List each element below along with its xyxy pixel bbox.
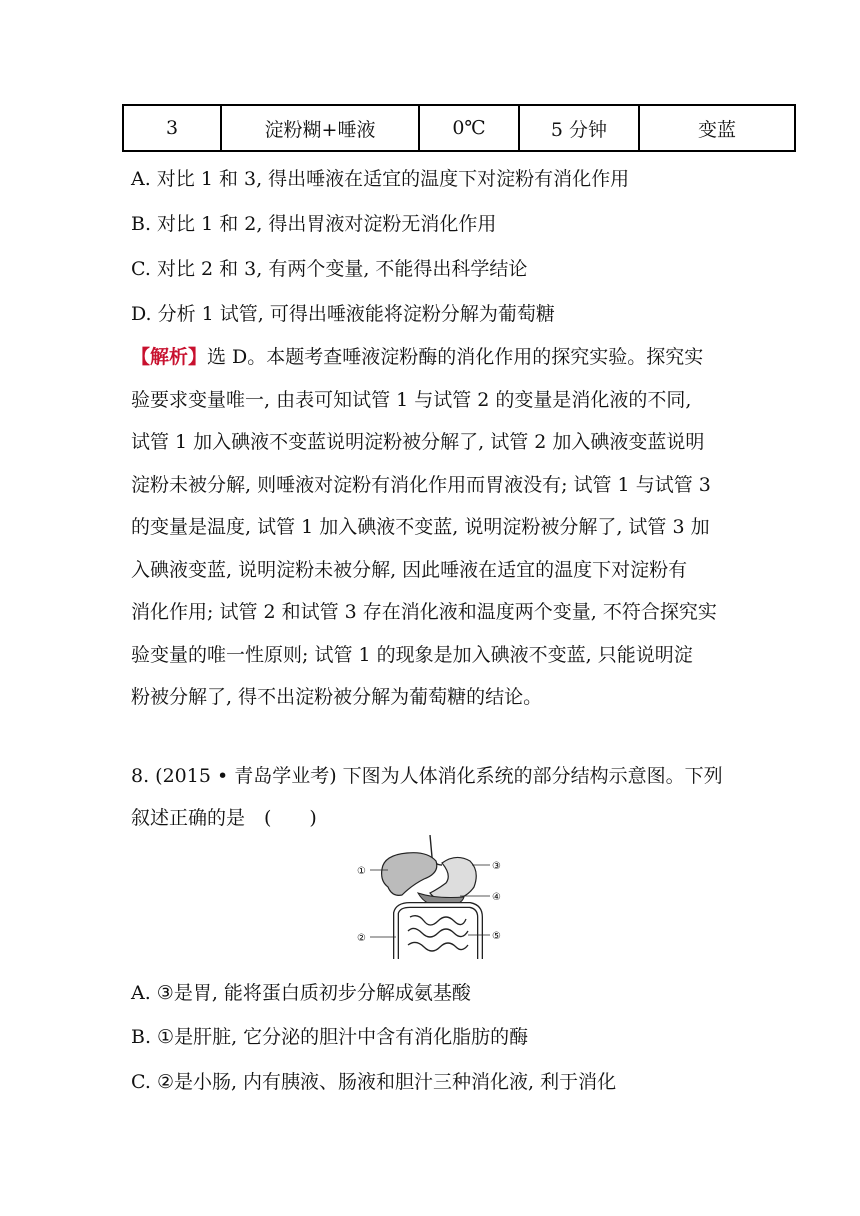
content-cell: 淀粉糊+唾液 xyxy=(221,105,419,151)
experiment-table xyxy=(122,104,796,152)
q8-option-c: C. ②是小肠, 内有胰液、肠液和胆汁三种消化液, 利于消化 xyxy=(131,1071,617,1093)
q7-option-d: D. 分析 1 试管, 可得出唾液能将淀粉分解为葡萄糖 xyxy=(131,303,555,325)
q7-option-b: B. 对比 1 和 2, 得出胃液对淀粉无消化作用 xyxy=(131,213,497,235)
analysis-line: 粉被分解了, 得不出淀粉被分解为葡萄糖的结论。 xyxy=(131,686,543,708)
q8-option-a: A. ③是胃, 能将蛋白质初步分解成氨基酸 xyxy=(131,982,471,1004)
analysis-block xyxy=(131,336,741,719)
analysis-tag: 【解析】 xyxy=(131,346,208,368)
analysis-line: 消化作用; 试管 2 和试管 3 存在消化液和温度两个变量, 不符合探究实 xyxy=(131,601,717,623)
figure-label-5: ⑤ xyxy=(492,931,501,942)
question-stem-line: 8. (2015 • 青岛学业考) 下图为人体消化系统的部分结构示意图。下列 xyxy=(131,765,723,787)
analysis-line: 的变量是温度, 试管 1 加入碘液不变蓝, 说明淀粉被分解了, 试管 3 加 xyxy=(131,516,710,538)
analysis-text: 选 D。本题考查唾液淀粉酶的消化作用的探究实验。探究实 xyxy=(207,346,704,368)
analysis-line: 验变量的唯一性原则; 试管 1 的现象是加入碘液不变蓝, 只能说明淀 xyxy=(131,643,693,666)
q7-option-a: A. 对比 1 和 3, 得出唾液在适宜的温度下对淀粉有消化作用 xyxy=(131,168,630,190)
question-stem-line: 叙述正确的是 ( ) xyxy=(131,807,317,829)
analysis-line: 试管 1 加入碘液不变蓝说明淀粉被分解了, 试管 2 加入碘液变蓝说明 xyxy=(131,431,705,453)
temperature-cell: 0℃ xyxy=(419,105,519,151)
figure-label-3: ③ xyxy=(492,861,501,872)
q7-option-c: C. 对比 2 和 3, 有两个变量, 不能得出科学结论 xyxy=(131,258,528,280)
figure-label-2: ② xyxy=(357,933,366,944)
time-cell: 5 分钟 xyxy=(519,105,639,151)
tube-number-cell: 3 xyxy=(123,105,221,151)
table-row xyxy=(123,105,795,151)
figure-label-1: ① xyxy=(357,866,366,877)
question-8-stem xyxy=(131,755,741,839)
analysis-line: 淀粉未被分解, 则唾液对淀粉有消化作用而胃液没有; 试管 1 与试管 3 xyxy=(131,473,711,496)
analysis-line xyxy=(131,336,741,379)
q8-option-b: B. ①是肝脏, 它分泌的胆汁中含有消化脂肪的酶 xyxy=(131,1026,529,1048)
digestive-system-figure xyxy=(352,835,507,960)
figure-label-4: ④ xyxy=(492,892,501,903)
analysis-line: 验要求变量唯一, 由表可知试管 1 与试管 2 的变量是消化液的不同, xyxy=(131,388,692,411)
analysis-line: 入碘液变蓝, 说明淀粉未被分解, 因此唾液在适宜的温度下对淀粉有 xyxy=(131,558,688,581)
result-cell: 变蓝 xyxy=(639,105,795,151)
